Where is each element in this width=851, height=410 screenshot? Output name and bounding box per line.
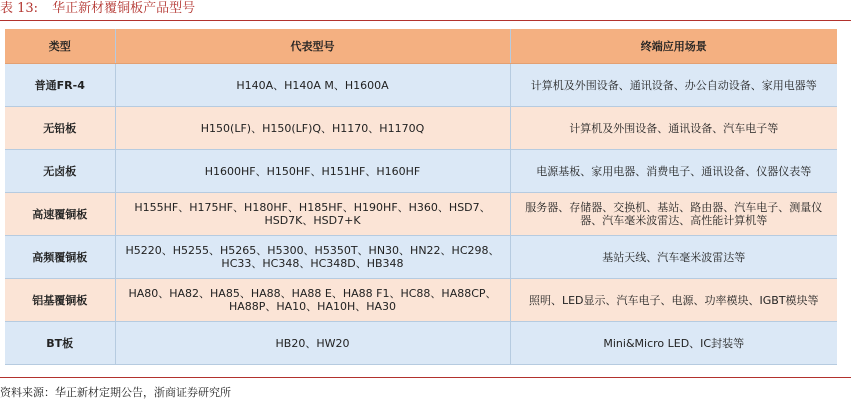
cell-type: 无卤板 <box>5 150 115 193</box>
cell-models: HA80、HA82、HA85、HA88、HA88 E、HA88 F1、HC88、HA88CP、HA88P、HA10、HA10H、HA30 <box>115 279 510 322</box>
header-applications: 终端应用场景 <box>510 29 837 64</box>
cell-applications: Mini&Micro LED、IC封装等 <box>510 322 837 365</box>
table-caption <box>0 0 195 18</box>
cell-type: 高速覆铜板 <box>5 193 115 236</box>
cell-applications: 基站天线、汽车毫米波雷达等 <box>510 236 837 279</box>
cell-type: 普通FR-4 <box>5 64 115 107</box>
table-row <box>5 107 837 150</box>
header-models: 代表型号 <box>115 29 510 64</box>
cell-applications: 电源基板、家用电器、消费电子、通讯设备、仪器仪表等 <box>510 150 837 193</box>
cell-models: H155HF、H175HF、H180HF、H185HF、H190HF、H360、HSD7、HSD7K、HSD7+K <box>115 193 510 236</box>
cell-type: 无铅板 <box>5 107 115 150</box>
cell-applications: 照明、LED显示、汽车电子、电源、功率模块、IGBT模块等 <box>510 279 837 322</box>
source-note: 资料来源：华正新材定期公告，浙商证券研究所 <box>0 386 231 399</box>
cell-type: 铝基覆铜板 <box>5 279 115 322</box>
table-row <box>5 150 837 193</box>
table-row <box>5 64 837 107</box>
table-title: 华正新材覆铜板产品型号 <box>52 1 196 16</box>
cell-models: H150(LF)、H150(LF)Q、H1170、H1170Q <box>115 107 510 150</box>
cell-models: H1600HF、H150HF、H151HF、H160HF <box>115 150 510 193</box>
table-row <box>5 236 837 279</box>
cell-models: H140A、H140A M、H1600A <box>115 64 510 107</box>
table-row <box>5 322 837 365</box>
table-header-row <box>5 29 837 64</box>
table-row <box>5 193 837 236</box>
cell-applications: 计算机及外围设备、通讯设备、办公自动设备、家用电器等 <box>510 64 837 107</box>
product-model-table <box>5 29 837 365</box>
cell-models: H5220、H5255、H5265、H5300、H5350T、HN30、HN22、HC298、HC33、HC348、HC348D、HB348 <box>115 236 510 279</box>
cell-applications: 计算机及外围设备、通讯设备、汽车电子等 <box>510 107 837 150</box>
source-divider <box>0 377 851 378</box>
cell-applications: 服务器、存储器、交换机、基站、路由器、汽车电子、测量仪器、汽车毫米波雷达、高性能计算机等 <box>510 193 837 236</box>
header-type: 类型 <box>5 29 115 64</box>
caption-divider <box>0 20 851 21</box>
cell-models: HB20、HW20 <box>115 322 510 365</box>
table-row <box>5 279 837 322</box>
cell-type: BT板 <box>5 322 115 365</box>
table-number: 表 13: <box>0 1 39 16</box>
cell-type: 高频覆铜板 <box>5 236 115 279</box>
